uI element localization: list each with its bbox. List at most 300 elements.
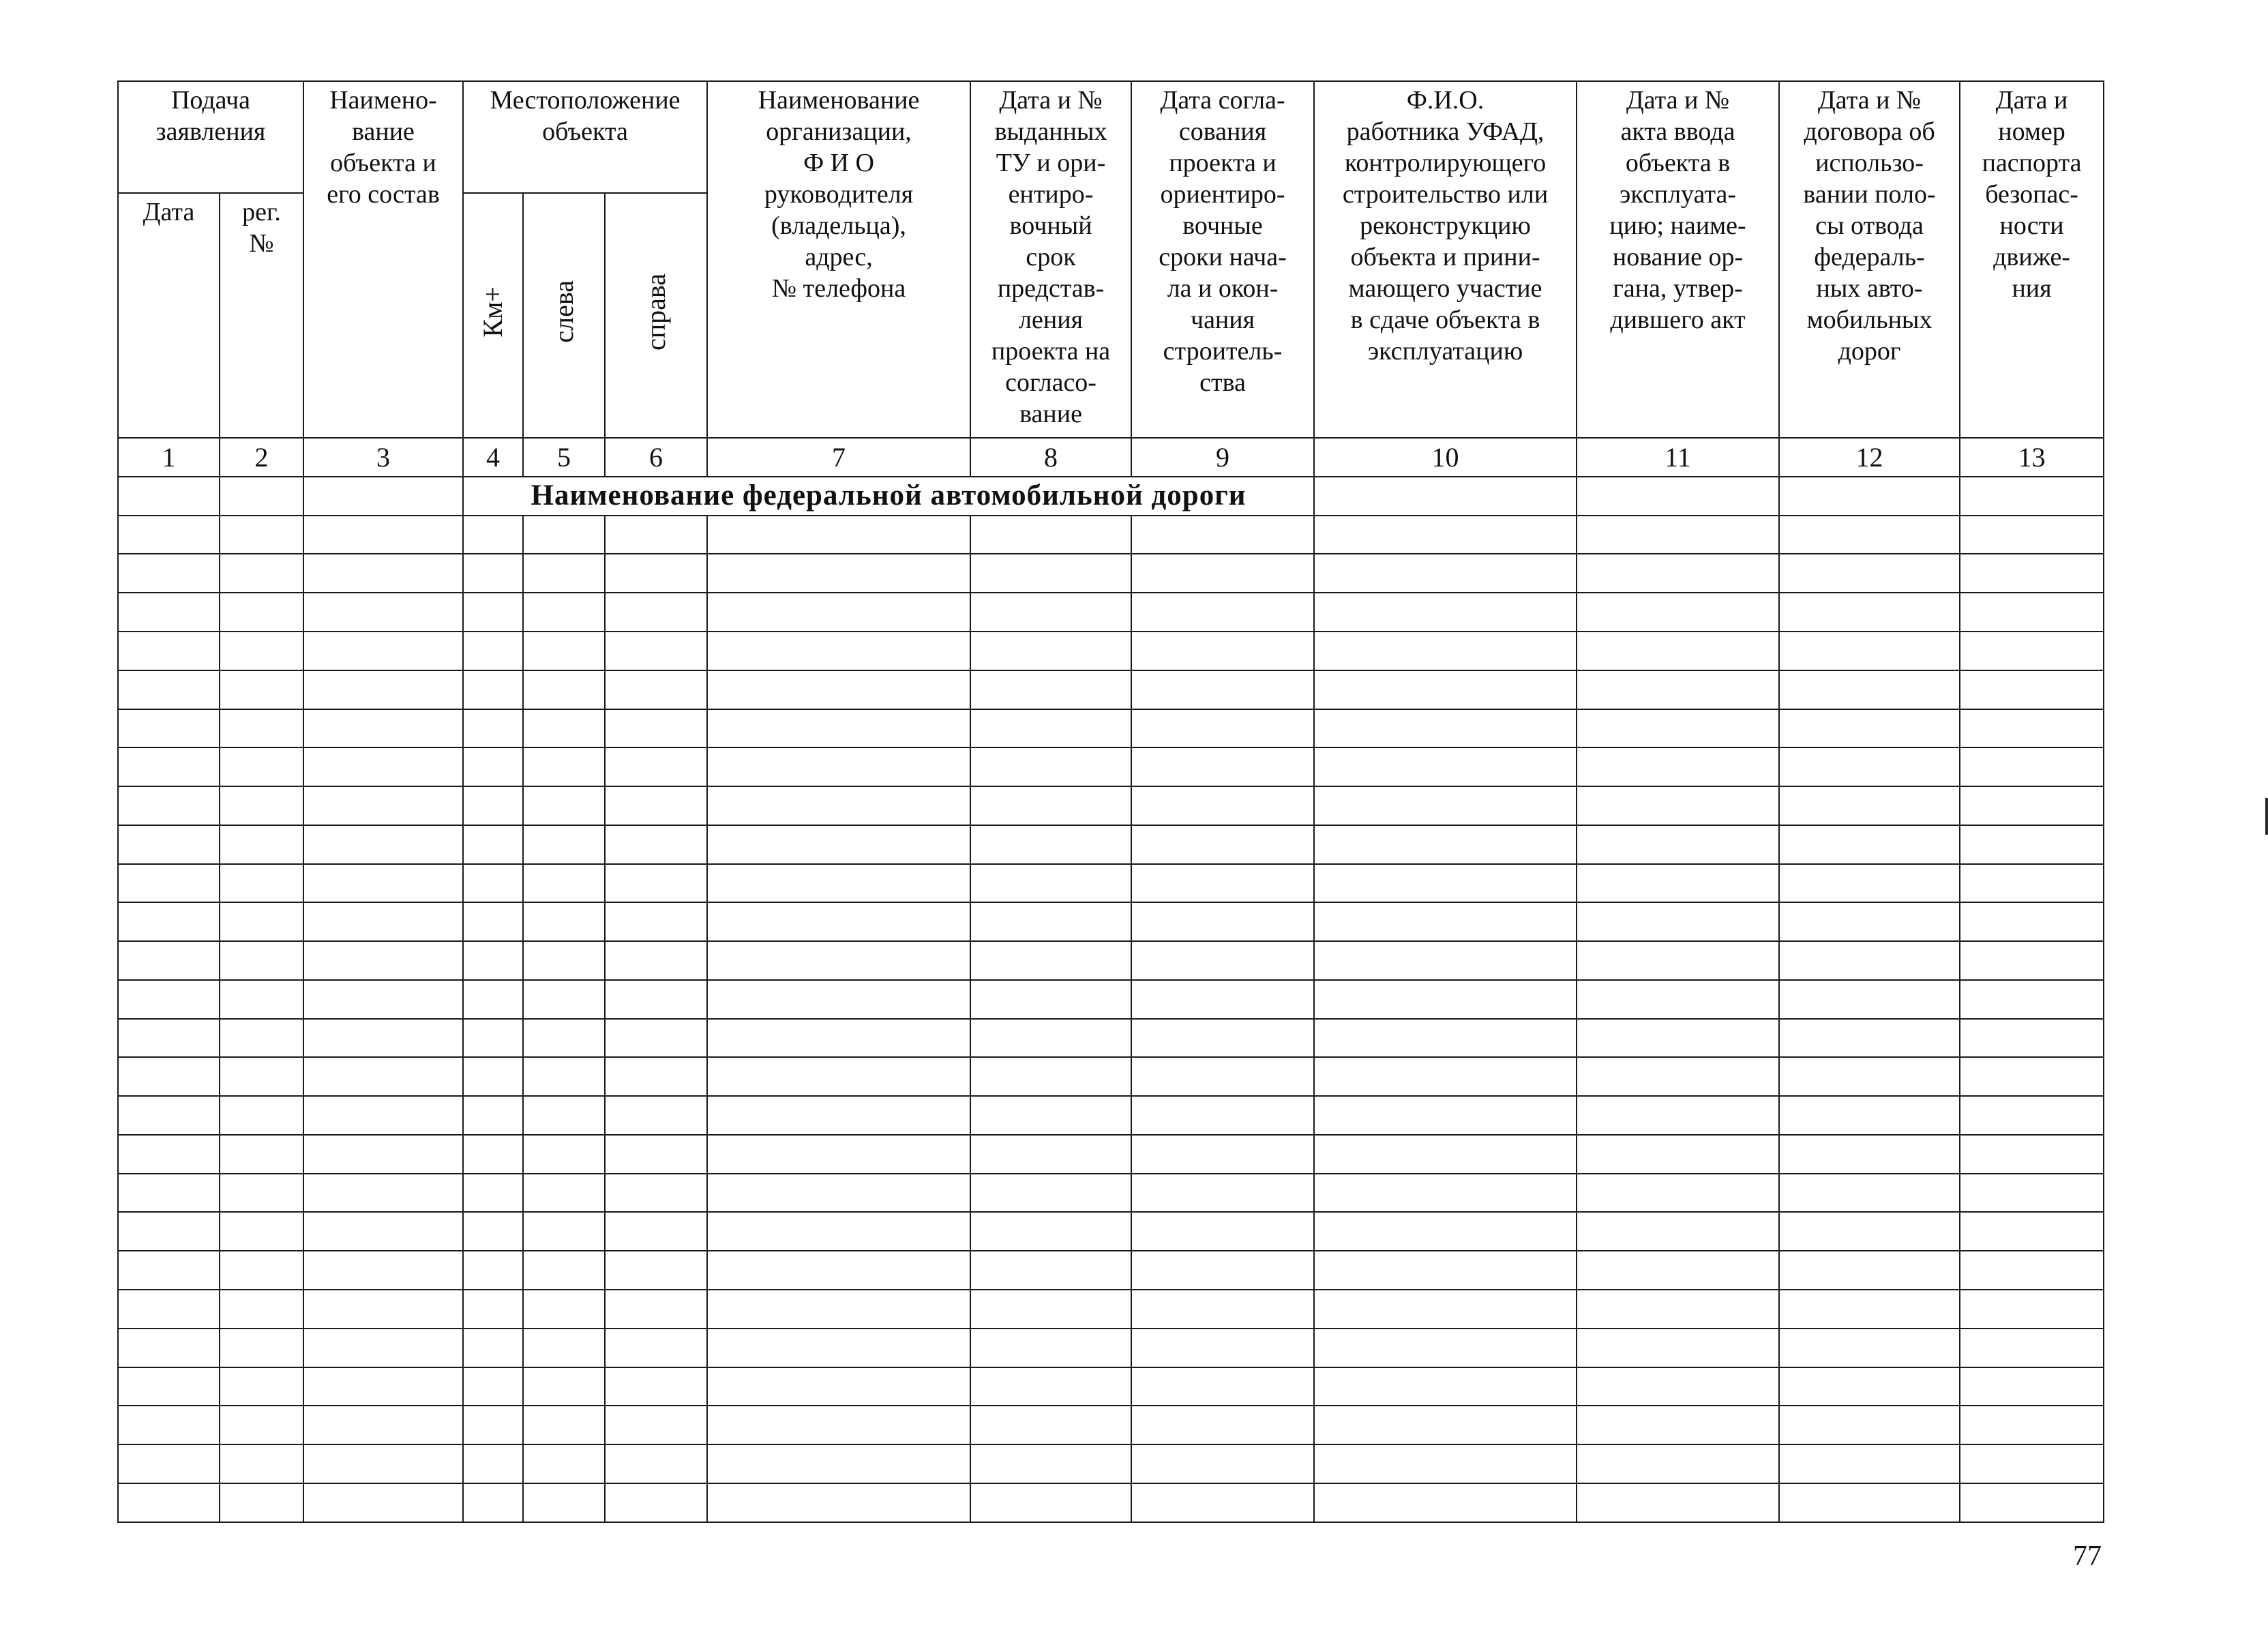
table-cell bbox=[1314, 902, 1577, 941]
table-cell bbox=[1960, 554, 2104, 593]
table-cell bbox=[118, 1019, 220, 1058]
table-cell bbox=[523, 632, 605, 670]
table-cell bbox=[303, 1483, 463, 1522]
table-cell bbox=[1577, 980, 1779, 1019]
table-cell bbox=[707, 1367, 970, 1406]
table-cell bbox=[970, 1174, 1131, 1213]
table-cell bbox=[303, 980, 463, 1019]
table-cell bbox=[1314, 1019, 1577, 1058]
table-cell bbox=[303, 1251, 463, 1290]
table-cell bbox=[220, 670, 303, 709]
table-cell bbox=[1314, 1290, 1577, 1329]
table-cell bbox=[523, 1329, 605, 1367]
table-cell bbox=[303, 786, 463, 825]
table-cell bbox=[1131, 1096, 1314, 1135]
table-cell bbox=[707, 1483, 970, 1522]
table-cell bbox=[1960, 1406, 2104, 1444]
table-cell bbox=[605, 1329, 707, 1367]
table-cell bbox=[118, 902, 220, 941]
table-cell bbox=[523, 1057, 605, 1096]
column-number-cell: 10 bbox=[1314, 438, 1577, 477]
table-cell bbox=[523, 593, 605, 632]
table-cell bbox=[1779, 1329, 1960, 1367]
table-cell bbox=[605, 1251, 707, 1290]
table-cell bbox=[707, 709, 970, 748]
table-cell bbox=[463, 554, 523, 593]
table-cell bbox=[220, 1406, 303, 1444]
table-row bbox=[118, 1329, 2104, 1367]
table-cell bbox=[1131, 516, 1314, 554]
table-cell bbox=[1131, 1251, 1314, 1290]
table-cell bbox=[970, 825, 1131, 864]
table-cell bbox=[1779, 670, 1960, 709]
table-cell bbox=[303, 554, 463, 593]
table-cell bbox=[303, 593, 463, 632]
table-cell bbox=[970, 902, 1131, 941]
table-row bbox=[118, 1406, 2104, 1444]
table-cell bbox=[970, 1406, 1131, 1444]
header-ufad-worker: Ф.И.О. работника УФАД, контролирующего строительство или реконструкцию объекта и прини- мающего участие в сдаче объекта в эксплуатацию bbox=[1314, 81, 1577, 438]
table-cell bbox=[523, 902, 605, 941]
table-row bbox=[118, 632, 2104, 670]
table-cell bbox=[970, 670, 1131, 709]
header-date: Дата bbox=[118, 193, 220, 438]
table-cell bbox=[523, 1367, 605, 1406]
table-cell bbox=[1779, 516, 1960, 554]
table-cell bbox=[220, 980, 303, 1019]
table-row bbox=[118, 825, 2104, 864]
table-cell bbox=[220, 1329, 303, 1367]
table-cell bbox=[118, 941, 220, 980]
table-cell bbox=[605, 593, 707, 632]
header-submission: Подача заявления bbox=[118, 81, 303, 193]
table-cell bbox=[1960, 1135, 2104, 1174]
table-cell bbox=[1314, 1057, 1577, 1096]
table-cell bbox=[463, 1290, 523, 1329]
table-cell bbox=[303, 747, 463, 786]
table-cell bbox=[220, 1483, 303, 1522]
table-cell bbox=[1779, 1096, 1960, 1135]
register-table bbox=[117, 80, 2104, 1523]
table-cell bbox=[118, 632, 220, 670]
table-cell bbox=[118, 1212, 220, 1251]
table-cell bbox=[1131, 1444, 1314, 1483]
table-cell bbox=[463, 786, 523, 825]
table-cell bbox=[523, 980, 605, 1019]
table-cell bbox=[707, 554, 970, 593]
table-cell bbox=[1131, 941, 1314, 980]
table-cell bbox=[707, 1057, 970, 1096]
table-cell bbox=[118, 1329, 220, 1367]
table-cell bbox=[1960, 747, 2104, 786]
table-cell bbox=[220, 1135, 303, 1174]
table-cell bbox=[1779, 941, 1960, 980]
table-cell bbox=[970, 1483, 1131, 1522]
table-cell bbox=[303, 1096, 463, 1135]
table-cell bbox=[970, 632, 1131, 670]
table-cell bbox=[707, 825, 970, 864]
table-cell bbox=[303, 1406, 463, 1444]
table-cell bbox=[1960, 1444, 2104, 1483]
table-cell bbox=[220, 786, 303, 825]
table-cell bbox=[220, 1174, 303, 1213]
table-cell bbox=[707, 980, 970, 1019]
road-row-cell bbox=[220, 477, 303, 516]
header-organization: Наименование организации, Ф И О руководителя (владельца), адрес, № телефона bbox=[707, 81, 970, 438]
table-cell bbox=[118, 864, 220, 903]
road-row-cell bbox=[303, 477, 463, 516]
table-cell bbox=[1577, 593, 1779, 632]
table-cell bbox=[1577, 516, 1779, 554]
table-cell bbox=[303, 1329, 463, 1367]
table-cell bbox=[1577, 709, 1779, 748]
table-cell bbox=[220, 1290, 303, 1329]
table-cell bbox=[605, 747, 707, 786]
table-cell bbox=[707, 632, 970, 670]
table-cell bbox=[1131, 1174, 1314, 1213]
table-cell bbox=[707, 1444, 970, 1483]
table-cell bbox=[605, 670, 707, 709]
table-cell bbox=[523, 1135, 605, 1174]
table-cell bbox=[118, 670, 220, 709]
table-cell bbox=[220, 941, 303, 980]
column-number-cell: 3 bbox=[303, 438, 463, 477]
table-cell bbox=[1577, 1057, 1779, 1096]
table-cell bbox=[1779, 864, 1960, 903]
table-row bbox=[118, 902, 2104, 941]
table-cell bbox=[118, 1406, 220, 1444]
table-cell bbox=[1960, 1367, 2104, 1406]
table-cell bbox=[463, 825, 523, 864]
table-cell bbox=[523, 709, 605, 748]
table-row bbox=[118, 1135, 2104, 1174]
table-row bbox=[118, 864, 2104, 903]
table-cell bbox=[118, 516, 220, 554]
table-row bbox=[118, 1444, 2104, 1483]
table-cell bbox=[118, 825, 220, 864]
table-row bbox=[118, 980, 2104, 1019]
table-cell bbox=[118, 1135, 220, 1174]
table-cell bbox=[523, 1251, 605, 1290]
table-cell bbox=[1131, 1212, 1314, 1251]
table-cell bbox=[707, 1290, 970, 1329]
table-cell bbox=[463, 1406, 523, 1444]
table-cell bbox=[1779, 593, 1960, 632]
table-cell bbox=[970, 1444, 1131, 1483]
table-cell bbox=[1960, 941, 2104, 980]
table-cell bbox=[1577, 1483, 1779, 1522]
table-cell bbox=[1131, 670, 1314, 709]
column-number-cell: 1 bbox=[118, 438, 220, 477]
table-cell bbox=[1314, 1096, 1577, 1135]
table-cell bbox=[1577, 786, 1779, 825]
table-cell bbox=[1779, 1251, 1960, 1290]
table-cell bbox=[1960, 670, 2104, 709]
table-cell bbox=[1314, 709, 1577, 748]
table-cell bbox=[707, 864, 970, 903]
table-cell bbox=[1577, 632, 1779, 670]
table-cell bbox=[303, 1057, 463, 1096]
road-row-cell bbox=[1577, 477, 1779, 516]
table-cell bbox=[220, 593, 303, 632]
table-cell bbox=[463, 593, 523, 632]
table-cell bbox=[523, 1483, 605, 1522]
header-approval: Дата согла- сования проекта и ориентиро- вочные сроки нача- ла и окон- чания строитель- ства bbox=[1131, 81, 1314, 438]
table-cell bbox=[1960, 825, 2104, 864]
table-cell bbox=[1779, 1019, 1960, 1058]
table-cell bbox=[1577, 1212, 1779, 1251]
table-cell bbox=[605, 980, 707, 1019]
column-number-cell: 8 bbox=[970, 438, 1131, 477]
table-cell bbox=[118, 593, 220, 632]
table-cell bbox=[1314, 980, 1577, 1019]
table-cell bbox=[605, 632, 707, 670]
table-cell bbox=[970, 1367, 1131, 1406]
table-cell bbox=[1314, 1212, 1577, 1251]
table-cell bbox=[1577, 1290, 1779, 1329]
table-cell bbox=[1314, 1483, 1577, 1522]
table-cell bbox=[303, 1444, 463, 1483]
table-cell bbox=[1779, 1135, 1960, 1174]
table-cell bbox=[707, 1406, 970, 1444]
column-number-cell: 9 bbox=[1131, 438, 1314, 477]
table-cell bbox=[1577, 1444, 1779, 1483]
table-cell bbox=[523, 1406, 605, 1444]
table-cell bbox=[220, 1212, 303, 1251]
table-cell bbox=[220, 516, 303, 554]
table-cell bbox=[118, 554, 220, 593]
table-row bbox=[118, 1212, 2104, 1251]
table-cell bbox=[707, 1329, 970, 1367]
table-cell bbox=[523, 554, 605, 593]
column-number-cell: 11 bbox=[1577, 438, 1779, 477]
table-cell bbox=[1131, 980, 1314, 1019]
table-cell bbox=[1131, 825, 1314, 864]
table-cell bbox=[303, 709, 463, 748]
table-cell bbox=[1960, 1329, 2104, 1367]
table-cell bbox=[303, 864, 463, 903]
table-cell bbox=[1131, 747, 1314, 786]
table-cell bbox=[1779, 1483, 1960, 1522]
table-cell bbox=[118, 1096, 220, 1135]
table-cell bbox=[303, 516, 463, 554]
table-cell bbox=[118, 1367, 220, 1406]
table-cell bbox=[118, 1290, 220, 1329]
table-cell bbox=[707, 1135, 970, 1174]
table-row bbox=[118, 670, 2104, 709]
road-name-row bbox=[118, 477, 2104, 516]
road-row-cell bbox=[1960, 477, 2104, 516]
table-cell bbox=[1577, 1135, 1779, 1174]
table-cell bbox=[1577, 1367, 1779, 1406]
table-cell bbox=[303, 1212, 463, 1251]
header-passport: Дата и номер паспорта безопас- ности движе- ния bbox=[1960, 81, 2104, 438]
table-cell bbox=[463, 1212, 523, 1251]
table-row bbox=[118, 1251, 2104, 1290]
table-cell bbox=[1960, 1057, 2104, 1096]
table-cell bbox=[463, 1057, 523, 1096]
table-cell bbox=[1577, 825, 1779, 864]
table-cell bbox=[707, 1019, 970, 1058]
table-cell bbox=[118, 786, 220, 825]
table-cell bbox=[1779, 980, 1960, 1019]
table-cell bbox=[970, 1135, 1131, 1174]
table-cell bbox=[220, 554, 303, 593]
table-cell bbox=[1577, 747, 1779, 786]
table-row bbox=[118, 709, 2104, 748]
table-cell bbox=[303, 941, 463, 980]
table-cell bbox=[1577, 941, 1779, 980]
table-cell bbox=[605, 864, 707, 903]
road-row-cell bbox=[118, 477, 220, 516]
table-cell bbox=[303, 1019, 463, 1058]
table-cell bbox=[970, 516, 1131, 554]
table-cell bbox=[1314, 941, 1577, 980]
table-cell bbox=[605, 1290, 707, 1329]
column-number-cell: 2 bbox=[220, 438, 303, 477]
table-cell bbox=[605, 786, 707, 825]
table-cell bbox=[970, 941, 1131, 980]
table-cell bbox=[523, 1096, 605, 1135]
table-cell bbox=[1779, 709, 1960, 748]
table-row bbox=[118, 941, 2104, 980]
table-cell bbox=[523, 1290, 605, 1329]
table-cell bbox=[220, 864, 303, 903]
table-cell bbox=[1779, 747, 1960, 786]
table-row bbox=[118, 1057, 2104, 1096]
table-cell bbox=[605, 709, 707, 748]
table-cell bbox=[1314, 554, 1577, 593]
table-cell bbox=[463, 747, 523, 786]
table-cell bbox=[220, 1096, 303, 1135]
table-cell bbox=[707, 902, 970, 941]
table-cell bbox=[605, 554, 707, 593]
table-cell bbox=[1577, 670, 1779, 709]
table-cell bbox=[1314, 1406, 1577, 1444]
table-cell bbox=[1779, 1367, 1960, 1406]
table-cell bbox=[463, 516, 523, 554]
table-cell bbox=[1577, 1406, 1779, 1444]
header-right: справа bbox=[605, 193, 707, 438]
header-km: Км+ bbox=[463, 193, 523, 438]
table-cell bbox=[970, 593, 1131, 632]
table-row bbox=[118, 747, 2104, 786]
table-cell bbox=[1314, 1367, 1577, 1406]
table-cell bbox=[118, 1057, 220, 1096]
table-cell bbox=[605, 941, 707, 980]
table-cell bbox=[220, 1019, 303, 1058]
table-cell bbox=[707, 670, 970, 709]
table-cell bbox=[1314, 670, 1577, 709]
table-cell bbox=[463, 670, 523, 709]
table-cell bbox=[707, 1212, 970, 1251]
table-cell bbox=[463, 709, 523, 748]
table-cell bbox=[1960, 864, 2104, 903]
table-cell bbox=[1314, 1135, 1577, 1174]
table-cell bbox=[523, 1444, 605, 1483]
table-cell bbox=[1960, 1483, 2104, 1522]
table-row bbox=[118, 1367, 2104, 1406]
table-cell bbox=[1960, 902, 2104, 941]
table-row bbox=[118, 1096, 2104, 1135]
table-cell bbox=[1960, 1019, 2104, 1058]
table-cell bbox=[220, 747, 303, 786]
table-cell bbox=[970, 786, 1131, 825]
table-cell bbox=[1577, 902, 1779, 941]
table-cell bbox=[605, 1174, 707, 1213]
table-cell bbox=[118, 980, 220, 1019]
table-cell bbox=[1577, 1019, 1779, 1058]
table-cell bbox=[118, 1251, 220, 1290]
table-cell bbox=[220, 632, 303, 670]
header-tu-issued: Дата и № выданных ТУ и ори- ентиро- вочный срок представ- ления проекта на согласо- вание bbox=[970, 81, 1131, 438]
table-cell bbox=[707, 1174, 970, 1213]
column-number-row bbox=[118, 438, 2104, 477]
table-cell bbox=[118, 709, 220, 748]
table-cell bbox=[970, 1290, 1131, 1329]
table-cell bbox=[1131, 786, 1314, 825]
table-cell bbox=[1131, 1367, 1314, 1406]
table-cell bbox=[1314, 516, 1577, 554]
table-cell bbox=[970, 709, 1131, 748]
table-cell bbox=[118, 1444, 220, 1483]
table-cell bbox=[1960, 1290, 2104, 1329]
road-row-cell bbox=[1314, 477, 1577, 516]
table-cell bbox=[1779, 902, 1960, 941]
table-cell bbox=[1314, 786, 1577, 825]
table-cell bbox=[970, 864, 1131, 903]
table-cell bbox=[463, 1096, 523, 1135]
table-cell bbox=[523, 747, 605, 786]
table-cell bbox=[523, 670, 605, 709]
table-cell bbox=[1779, 1444, 1960, 1483]
table-cell bbox=[707, 516, 970, 554]
table-cell bbox=[1131, 1290, 1314, 1329]
page-number: 77 bbox=[2073, 1541, 2102, 1572]
column-number-cell: 12 bbox=[1779, 438, 1960, 477]
header-row-1 bbox=[118, 81, 2104, 193]
table-cell bbox=[1314, 747, 1577, 786]
table-cell bbox=[220, 1367, 303, 1406]
table-cell bbox=[1131, 1329, 1314, 1367]
header-reg-no: рег. № bbox=[220, 193, 303, 438]
table-cell bbox=[1314, 1444, 1577, 1483]
table-cell bbox=[1131, 864, 1314, 903]
table-cell bbox=[1131, 632, 1314, 670]
road-row-cell bbox=[1779, 477, 1960, 516]
table-cell bbox=[220, 709, 303, 748]
table-cell bbox=[970, 747, 1131, 786]
table-cell bbox=[1577, 1096, 1779, 1135]
table-cell bbox=[1131, 1057, 1314, 1096]
table-row bbox=[118, 1019, 2104, 1058]
scan-edge-mark bbox=[2265, 798, 2268, 835]
table-row bbox=[118, 786, 2104, 825]
table-cell bbox=[1779, 825, 1960, 864]
road-name: Наименование федеральной автомобильной дороги bbox=[463, 477, 1314, 516]
table-cell bbox=[463, 980, 523, 1019]
table-cell bbox=[523, 864, 605, 903]
table-cell bbox=[1960, 632, 2104, 670]
table-cell bbox=[707, 1251, 970, 1290]
table-cell bbox=[1314, 593, 1577, 632]
table-cell bbox=[303, 825, 463, 864]
table-cell bbox=[707, 941, 970, 980]
table-cell bbox=[1577, 1251, 1779, 1290]
column-number-cell: 13 bbox=[1960, 438, 2104, 477]
table-row bbox=[118, 516, 2104, 554]
table-cell bbox=[523, 516, 605, 554]
